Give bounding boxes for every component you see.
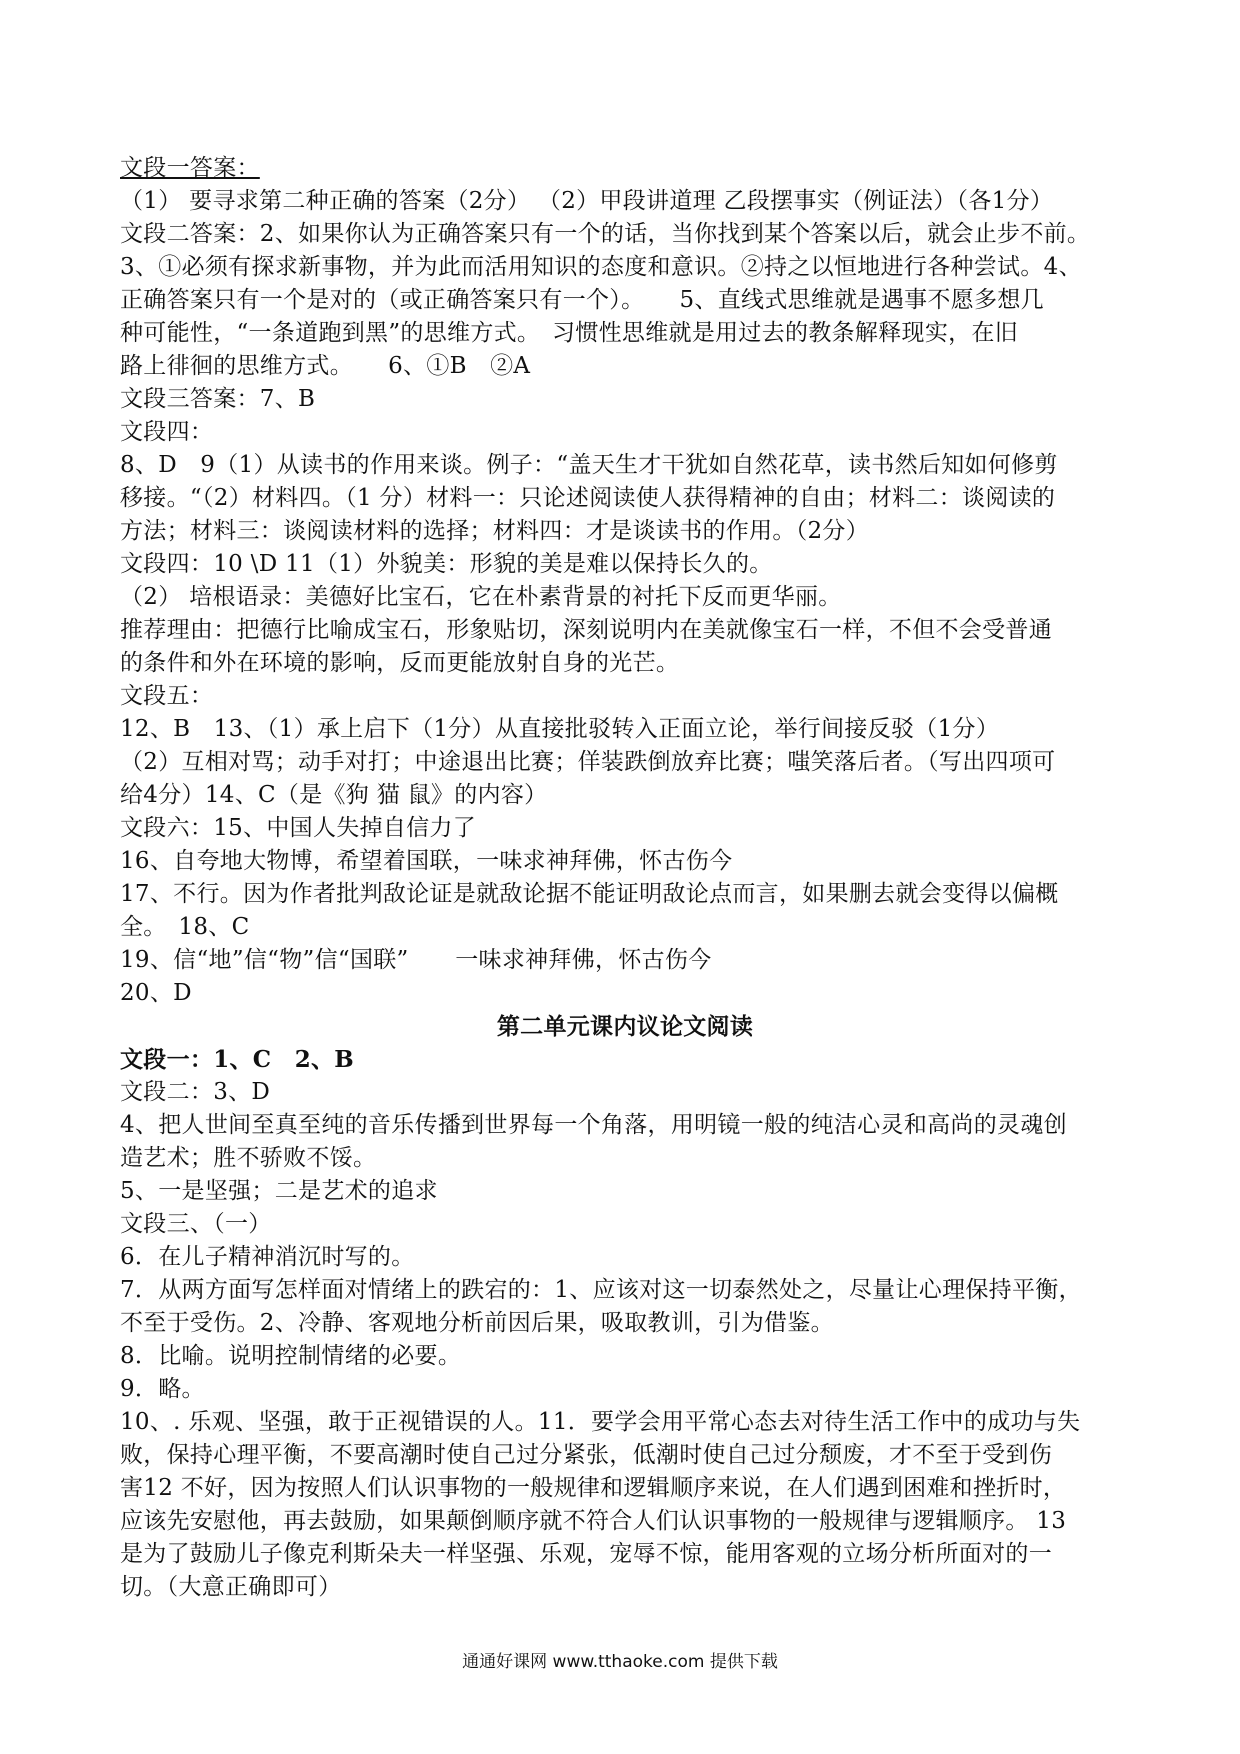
text-line-content: 文段四：10 \D 11（1）外貌美：形貌的美是难以保持长久的。 [120, 551, 773, 577]
text-line-content: 推荐理由：把德行比喻成宝石，形象贴切，深刻说明内在美就像宝石一样，不但不会受普通 [120, 617, 1052, 643]
text-line-content: 害12 不好，因为按照人们认识事物的一般规律和逻辑顺序来说，在人们遇到困难和挫折时， [120, 1475, 1067, 1501]
text-line-content: 3、①必须有探求新事物，并为此而活用知识的态度和意识。②持之以恒地进行各种尝试。4、 [120, 254, 1082, 280]
text-line-content: 10、. 乐观、坚强，敢于正视错误的人。11．要学会用平常心态去对待生活工作中的成功与失 [120, 1409, 1081, 1435]
text-line [120, 1010, 1130, 1043]
text-line-content: 应该先安慰他，再去鼓励，如果颠倒顺序就不符合人们认识事物的一般规律与逻辑顺序。 13 [120, 1508, 1067, 1534]
text-line-content: 20、D [120, 980, 192, 1006]
text-line [120, 152, 1130, 185]
text-line [120, 977, 1130, 1010]
text-line-content: 文段三答案：7、B [120, 386, 316, 412]
text-line-content: 文段二：3、D [120, 1079, 271, 1105]
text-line [120, 647, 1130, 680]
text-line-content: 方法；材料三：谈阅读材料的选择；材料四：才是谈读书的作用。（2分） [120, 518, 870, 544]
page-footer: 通通好课网 www.tthaoke.com 提供下载 [462, 1652, 778, 1672]
text-line [120, 713, 1130, 746]
text-line-content: （2）互相对骂；动手对打；中途退出比赛；佯装跌倒放弃比赛；嗤笑落后者。（写出四项可 [120, 749, 1056, 775]
text-line-content: （2） 培根语录：美德好比宝石，它在朴素背景的衬托下反而更华丽。 [120, 584, 842, 610]
text-line [120, 1373, 1130, 1406]
text-line [120, 779, 1130, 812]
text-line [120, 1406, 1130, 1439]
text-line [120, 185, 1130, 218]
text-line [120, 911, 1130, 944]
text-line-content: 是为了鼓励儿子像克利斯朵夫一样坚强、乐观，宠辱不惊，能用客观的立场分析所面对的一 [120, 1541, 1052, 1567]
text-line-content: 6．在儿子精神消沉时写的。 [120, 1244, 415, 1270]
text-line-content: 正确答案只有一个是对的（或正确答案只有一个）。 5、直线式思维就是遇事不愿多想几 [120, 287, 1044, 313]
text-line [120, 581, 1130, 614]
text-line-content: 8．比喻。说明控制情绪的必要。 [120, 1343, 462, 1369]
text-line [120, 515, 1130, 548]
text-line [120, 878, 1130, 911]
text-line-content: 8、D 9（1）从读书的作用来谈。例子：“盖天生才干犹如自然花草，读书然后知如何修剪 [120, 452, 1058, 478]
text-line [120, 284, 1130, 317]
text-line-content: 造艺术；胜不骄败不馁。 [120, 1145, 377, 1171]
text-line-content: 移接。“（2）材料四。（1 分）材料一：只论述阅读使人获得精神的自由；材料二：谈阅读的 [120, 485, 1056, 511]
text-line [120, 449, 1130, 482]
text-line [120, 350, 1130, 383]
text-line-content: 19、信“地”信“物”信“国联” 一味求神拜佛，怀古伤今 [120, 947, 712, 973]
text-line [120, 1472, 1130, 1505]
text-line-content: 7．从两方面写怎样面对情绪上的跌宕的：1、应该对这一切泰然处之，尽量让心理保持平衡， [120, 1277, 1082, 1303]
text-line [120, 1439, 1130, 1472]
text-line-content: 12、B 13、（1）承上启下（1分）从直接批驳转入正面立论，举行间接反驳（1分） [120, 716, 1000, 742]
text-line [120, 548, 1130, 581]
text-line-content: 4、把人世间至真至纯的音乐传播到世界每一个角落，用明镜一般的纯洁心灵和高尚的灵魂创 [120, 1112, 1067, 1138]
text-line [120, 1538, 1130, 1571]
text-line [120, 1175, 1130, 1208]
text-line-content: 文段三、（一） [120, 1211, 272, 1237]
text-line-content: 文段一：1、C 2、B [120, 1046, 355, 1073]
text-line [120, 944, 1130, 977]
text-line-content: 16、自夸地大物博，希望着国联，一味求神拜佛，怀古伤今 [120, 848, 733, 874]
text-line-content: （1） 要寻求第二种正确的答案（2分） （2）甲段讲道理 乙段摆事实（例证法）（各1分） [120, 188, 1054, 214]
text-line [120, 1109, 1130, 1142]
text-line [120, 251, 1130, 284]
text-line [120, 680, 1130, 713]
text-line [120, 746, 1130, 779]
text-line-content: 文段六：15、中国人失掉自信力了 [120, 815, 477, 841]
text-line-content: 17、不行。因为作者批判敌论证是就敌论据不能证明敌论点而言，如果删去就会变得以偏概 [120, 881, 1059, 907]
text-line [120, 845, 1130, 878]
text-line [120, 1241, 1130, 1274]
text-line-content: 给4分）14、C（是《狗 猫 鼠》的内容） [120, 782, 548, 808]
text-line-content: 文段一答案： [120, 155, 260, 181]
text-line-content: 文段四： [120, 419, 214, 445]
text-line-content: 路上徘徊的思维方式。 6、①B ②A [120, 353, 531, 379]
text-line-content: 文段二答案：2、如果你认为正确答案只有一个的话，当你找到某个答案以后，就会止步不前。 [120, 221, 1091, 247]
text-line [120, 416, 1130, 449]
text-line [120, 1142, 1130, 1175]
text-line [120, 1505, 1130, 1538]
text-line-content: 文段五： [120, 683, 214, 709]
text-line-content: 全。 18、C [120, 914, 250, 940]
text-line-content: 种可能性，“一条道跑到黑”的思维方式。 习惯性思维就是用过去的教条解释现实，在旧 [120, 320, 1019, 346]
text-line-content: 9．略。 [120, 1376, 205, 1402]
document-body [120, 152, 1130, 1604]
text-line-content: 不至于受伤。2、冷静、客观地分析前因后果，吸取教训，引为借鉴。 [120, 1310, 834, 1336]
text-line [120, 1043, 1130, 1076]
text-line [120, 812, 1130, 845]
text-line-content: 败，保持心理平衡，不要高潮时使自己过分紧张，低潮时使自己过分颓废，才不至于受到伤 [120, 1442, 1052, 1468]
text-line [120, 383, 1130, 416]
text-line-content: 5、一是坚强；二是艺术的追求 [120, 1178, 438, 1204]
text-line [120, 1340, 1130, 1373]
text-line-content: 第二单元课内议论文阅读 [496, 1013, 754, 1040]
text-line-content: 切。（大意正确即可） [120, 1574, 342, 1600]
text-line [120, 1571, 1130, 1604]
text-line [120, 482, 1130, 515]
text-line [120, 1274, 1130, 1307]
text-line [120, 218, 1130, 251]
text-line [120, 1307, 1130, 1340]
text-line-content: 的条件和外在环境的影响，反而更能放射自身的光芒。 [120, 650, 680, 676]
text-line [120, 1208, 1130, 1241]
text-line [120, 1076, 1130, 1109]
text-line [120, 614, 1130, 647]
text-line [120, 317, 1130, 350]
